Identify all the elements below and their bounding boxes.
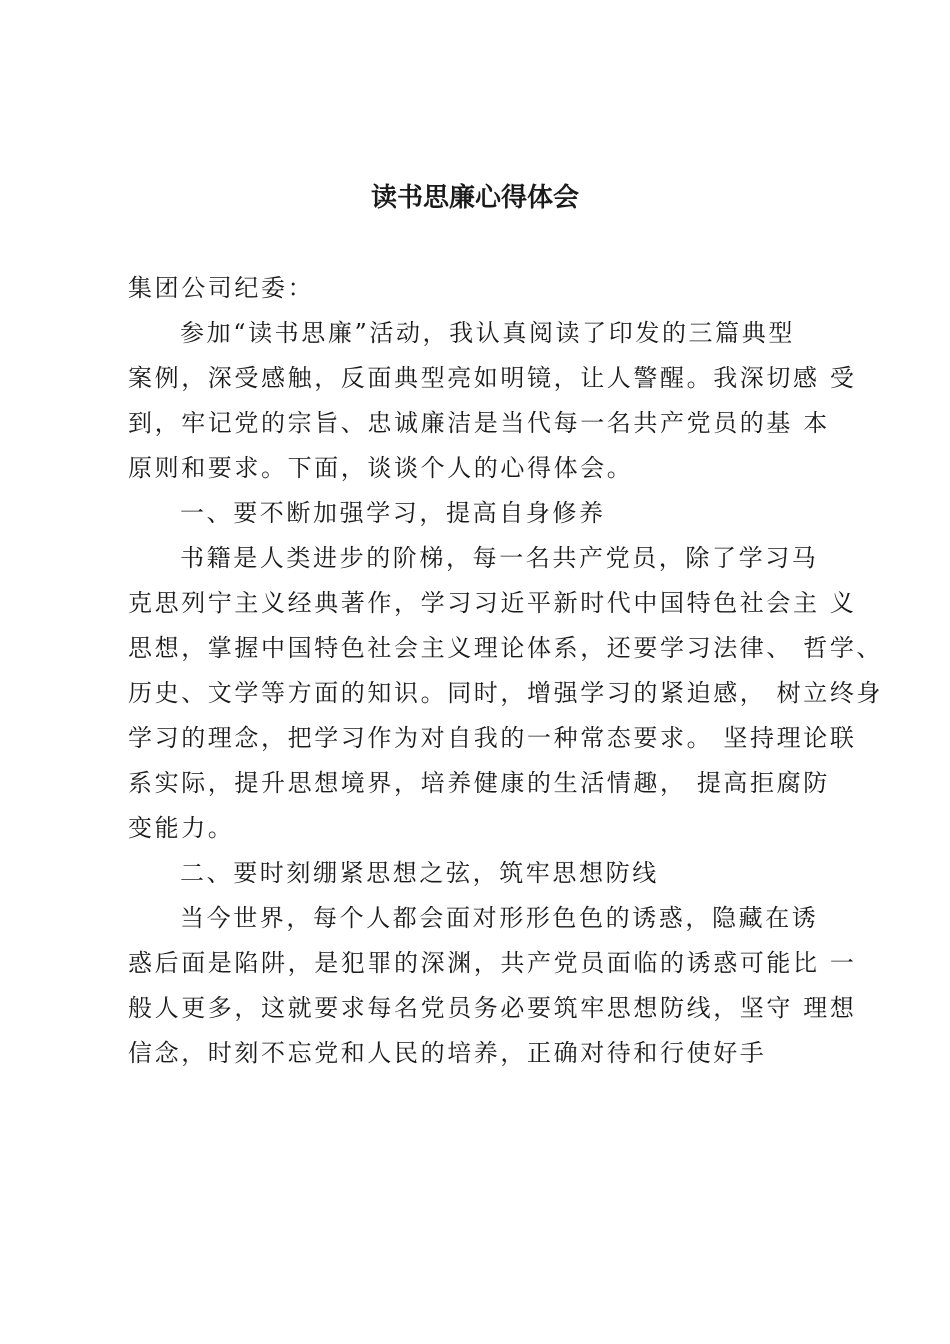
paragraph-line: 惑后面是陷阱，是犯罪的深渊，共产党员面临的诱惑可能比 一 [128,949,857,977]
paragraph-line: 案例，深受感触，反面典型亮如明镜，让人警醒。我深切感 受 [128,364,857,392]
paragraph-line: 书籍是人类进步的阶梯，每一名共产党员，除了学习马 [180,544,819,572]
paragraph-line: 参加“读书思廉”活动，我认真阅读了印发的三篇典型 [180,319,795,347]
paragraph-line: 信念，时刻不忘党和人民的培养，正确对待和行使好手 [128,1039,767,1067]
document-body [128,268,884,1078]
salutation-line: 集团公司纪委： [128,274,315,302]
paragraph-line: 历史、文学等方面的知识。同时，增强学习的紧迫感， 树立终身 [128,679,884,707]
section-heading-2: 二、要时刻绷紧思想之弦，筑牢思想防线 [180,859,659,887]
document-title: 读书思廉心得体会 [370,183,579,213]
paragraph-line: 原则和要求。下面，谈谈个人的心得体会。 [128,454,634,482]
paragraph-line: 变能力。 [128,814,235,842]
paragraph-line: 当今世界，每个人都会面对形形色色的诱惑，隐藏在诱 [180,904,819,932]
paragraph-line: 克思列宁主义经典著作，学习习近平新时代中国特色社会主 义 [128,589,857,617]
paragraph-line: 到，牢记党的宗旨、忠诚廉洁是当代每一名共产党员的基 本 [128,409,830,437]
section-heading-1: 一、要不断加强学习，提高自身修养 [180,499,606,527]
paragraph-line: 般人更多，这就要求每名党员务必要筑牢思想防线，坚守 理想 [128,994,857,1022]
paragraph-line: 思想，掌握中国特色社会主义理论体系，还要学习法律、 哲学、 [128,634,884,662]
paragraph-line: 系实际，提升思想境界，培养健康的生活情趣， 提高拒腐防 [128,769,830,797]
paragraph-line: 学习的理念，把学习作为对自我的一种常态要求。 坚持理论联 [128,724,857,752]
